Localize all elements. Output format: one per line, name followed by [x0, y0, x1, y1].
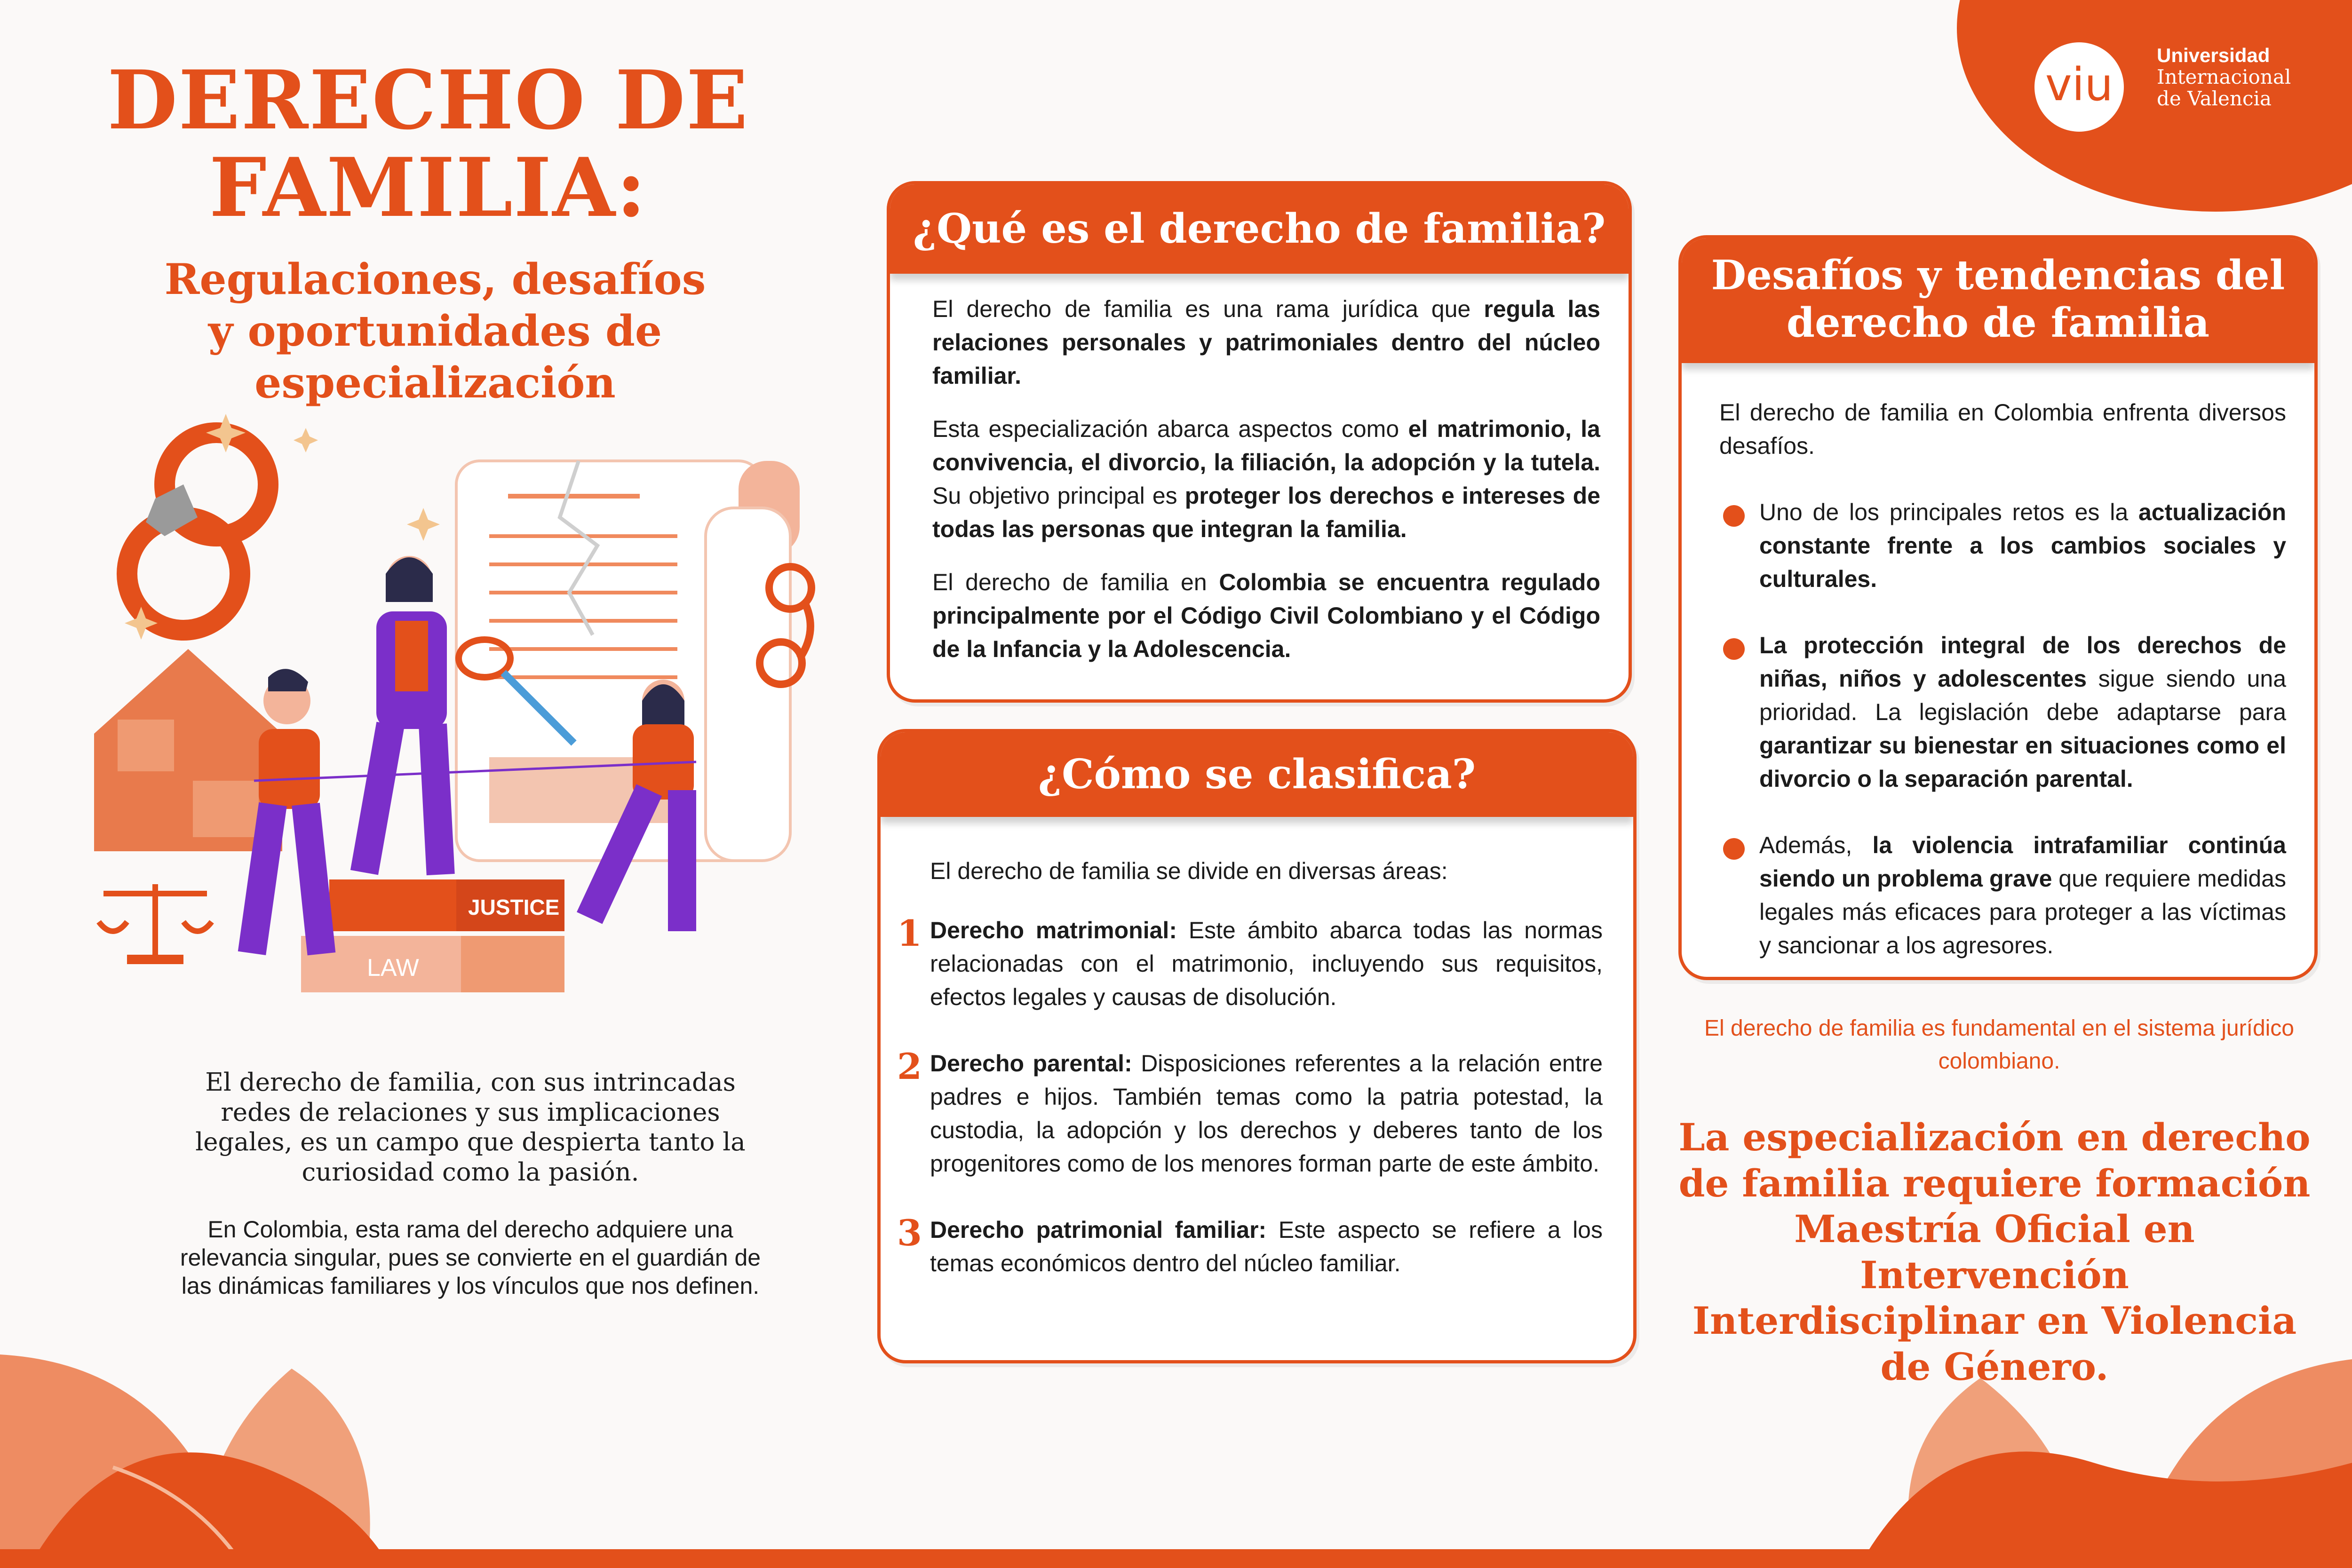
rings-icon [127, 433, 268, 630]
leaves-left-decoration [0, 1326, 470, 1568]
text-bold: Colombia se encuentra regulado principalmente por el Código Civil Colombiano y el Código de la Infancia y la Adolescencia. [932, 569, 1600, 662]
closing-line5: de Género. [1880, 1344, 2109, 1389]
card-que-es-title: ¿Qué es el derecho de familia? [890, 184, 1629, 274]
list-item [897, 1045, 1603, 1180]
note-text: El derecho de familia es fundamental en el sistema jurídico colombiano. [1704, 1016, 2294, 1074]
item-label: Derecho patrimonial familiar: [930, 1217, 1267, 1243]
card-que-es [887, 181, 1632, 703]
item-label: Derecho matrimonial: [930, 917, 1177, 943]
list-item [1719, 829, 2286, 962]
card-que-es-body [890, 274, 1629, 666]
text-bold: la violencia intrafamiliar continúa siendo un problema grave [1759, 832, 2286, 892]
scales-icon [99, 884, 212, 959]
text-span: Uno de los principales retos es la [1759, 499, 2138, 525]
closing-line3: Maestría Oficial en Intervención [1794, 1207, 2195, 1297]
list-item [1719, 496, 2286, 596]
card-desafios-title [1682, 238, 2314, 363]
card-como-se-clasifica [877, 729, 1637, 1363]
family-law-illustration [85, 414, 818, 1006]
text-span: Su objetivo principal es [932, 483, 1185, 509]
card-desafios [1678, 235, 2318, 980]
bullet-dot-icon [1723, 638, 1745, 660]
desafios-intro: El derecho de familia en Colombia enfrenta diversos desafíos. [1719, 399, 2286, 459]
text-bold: proteger los derechos e intereses de todas las personas que integran la familia. [932, 483, 1601, 542]
text-span: Además, [1759, 832, 1873, 858]
text-span: que requiere medidas legales más eficaces para proteger a las víctimas y sancionar a los agresores. [1759, 865, 2286, 958]
item-text: Disposiciones referentes a la relación entre padres e hijos. También temas como la patria potestad, la custodia, la adopción y los derechos y deberes tanto de los progenitores como de los menores forman parte de este ámbito. [930, 1050, 1603, 1177]
list-item [897, 912, 1603, 1014]
text-bold: regula las relaciones personales y patrimoniales dentro del núcleo familiar. [932, 296, 1600, 389]
book-label-law: LAW [367, 954, 419, 982]
card-como-body [881, 817, 1633, 1280]
item-text: Este aspecto se refiere a los temas económicos dentro del núcleo familiar. [930, 1217, 1603, 1276]
logo-background [1957, 0, 2352, 212]
item-text: Este ámbito abarca todas las normas relacionadas con el matrimonio, incluyendo sus requisitos, efectos legales y causas de disolución. [930, 917, 1603, 1010]
page-title [94, 52, 762, 235]
logo-name-line1: Universidad [2157, 44, 2270, 66]
bullet-dot-icon [1723, 838, 1745, 860]
text-bold: garantizar su bienestar en situaciones como el divorcio o la separación parental. [1759, 732, 2286, 792]
text-bold: La protección integral de los derechos de niñas, niños y adolescentes [1759, 632, 2286, 692]
desafios-title-line2: derecho de familia [1786, 299, 2210, 347]
que-es-paragraph-2 [932, 412, 1600, 546]
text-span: El derecho de familia es una rama jurídica que [932, 296, 1484, 322]
subtitle-line2: y oportunidades de [208, 306, 662, 356]
university-name [2157, 45, 2291, 110]
list-item [1719, 629, 2286, 796]
como-intro: El derecho de familia se divide en diversas áreas: [930, 858, 1448, 884]
text-span: El derecho de familia en [932, 569, 1219, 595]
title-line1: DERECHO DE [107, 52, 749, 148]
item-number: 1 [897, 912, 922, 954]
intro-paragraph-1: El derecho de familia, con sus intrincadas redes de relaciones y sus implicaciones legales, es un campo que despierta tanto la curiosidad como la pasión. [195, 1068, 746, 1187]
desafios-title-line1: Desafíos y tendencias del [1711, 252, 2285, 299]
book-label-justice: JUSTICE [468, 895, 560, 919]
list-item [897, 1212, 1603, 1280]
item-number: 3 [897, 1212, 922, 1254]
card-como-title: ¿Cómo se clasifica? [881, 732, 1633, 817]
item-label: Derecho parental: [930, 1050, 1132, 1077]
card-desafios-body [1682, 363, 2314, 962]
bottom-bar [0, 1549, 2352, 1568]
que-es-paragraph-1 [932, 293, 1600, 393]
viu-logo-icon: viu [2034, 42, 2124, 132]
text-bold: el matrimonio, la convivencia, el divorcio, la filiación, la adopción y la tutela. [932, 416, 1600, 475]
page-subtitle [141, 254, 729, 409]
text-span: Esta especialización abarca aspectos como [932, 416, 1408, 442]
subtitle-line1: Regulaciones, desafíos [164, 254, 706, 304]
title-line2: FAMILIA: [209, 139, 647, 235]
que-es-paragraph-3 [932, 566, 1600, 666]
intro-text [169, 1068, 771, 1328]
intro-paragraph-2: En Colombia, esta rama del derecho adquiere una relevancia singular, pues se convierte en el guardián de las dinámicas familiares y los vínculos que nos definen. [180, 1216, 761, 1299]
leaves-right-decoration [1858, 1340, 2352, 1568]
logo-name-line2: Internacional [2157, 65, 2291, 89]
text-span: sigue siendo una prioridad. La legislación debe adaptarse para [1759, 665, 2286, 725]
text-bold: actualización constante frente a los cambios sociales y culturales. [1759, 499, 2286, 592]
house-icon [94, 649, 282, 851]
logo-name-line3: de Valencia [2157, 87, 2272, 111]
subtitle-line3: especialización [254, 357, 616, 408]
closing-line4: Interdisciplinar en Violencia [1692, 1299, 2297, 1343]
item-number: 2 [897, 1045, 922, 1087]
closing-line2: de familia requiere formación [1678, 1161, 2311, 1205]
bullet-dot-icon [1723, 505, 1745, 527]
closing-line1: La especialización en derecho [1678, 1115, 2311, 1159]
